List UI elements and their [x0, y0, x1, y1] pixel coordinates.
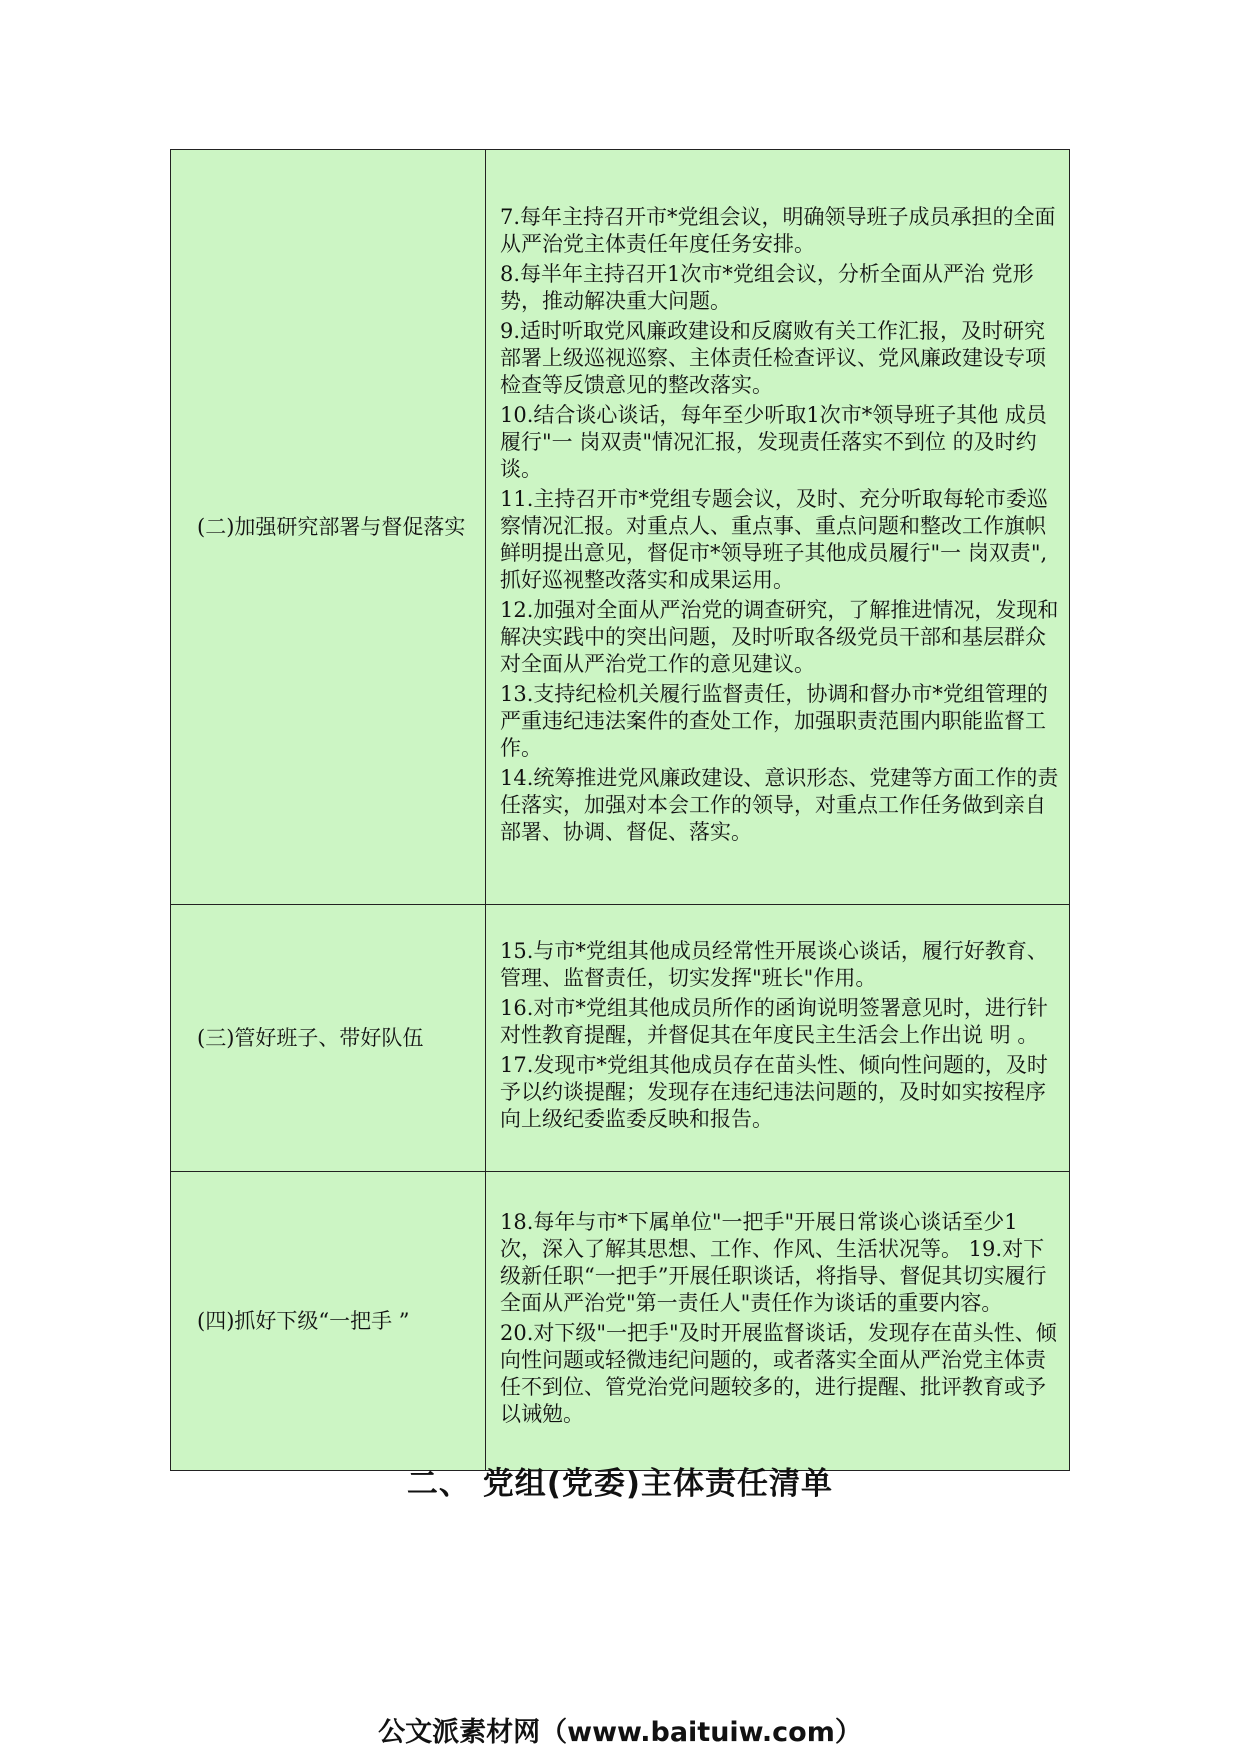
list-item: 10.结合谈心谈话，每年至少听取1次市*领导班子其他 成员履行"一 岗双责"情况汇报，发现责任落实不到位 的及时约谈。: [500, 402, 1047, 481]
items-cell: [486, 1172, 1070, 1471]
list-item: 16.对市*党组其他成员所作的函询说明签署意见时，进行针对性教育提醒，并督促其在年度民主生活会上作出说 明 。: [500, 996, 1048, 1047]
list-item: 13.支持纪检机关履行监督责任，协调和督办市*党组管理的严重违纪违法案件的查处工作，加强职责范围内职能监督工作。: [500, 681, 1048, 760]
category-cell: (三)管好班子、带好队伍: [171, 905, 486, 1172]
items-cell: [486, 150, 1070, 905]
responsibility-table: [170, 149, 1070, 1471]
list-item: 11.主持召开市*党组专题会议，及时、充分听取每轮市委巡察情况汇报。对重点人、重点事、重点问题和整改工作旗帜鲜明提出意见，督促市*领导班子其他成员履行"一 岗双责",抓好巡视整改落实和成果运用。: [500, 486, 1048, 592]
category-cell: (二)加强研究部署与督促落实: [171, 150, 486, 905]
list-item: 7.每年主持召开市*党组会议，明确领导班子成员承担的全面从严治党主体责任年度任务安排。: [500, 204, 1056, 256]
table-row: [171, 905, 1070, 1172]
items-cell: [486, 905, 1070, 1172]
table-row: [171, 1172, 1070, 1471]
list-item: 12.加强对全面从严治党的调查研究，了解推进情况，发现和解决实践中的突出问题，及时听取各级党员干部和基层群众对全面从严治党工作的意见建议。: [500, 597, 1059, 676]
table-row: [171, 150, 1070, 905]
section-heading: 二、 党组(党委)主体责任清单: [406, 1466, 834, 1502]
category-cell: (四)抓好下级“一把手 ”: [171, 1172, 486, 1471]
list-item: 17.发现市*党组其他成员存在苗头性、倾向性问题的，及时予以约谈提醒；发现存在违纪违法问题的，及时如实按程序向上级纪委监委反映和报告。: [500, 1053, 1048, 1131]
list-item: 18.每年与市*下属单位"一把手"开展日常谈心谈话至少1次，深入了解其思想、工作、作风、生活状况等。 19.对下级新任职“一把手”开展任职谈话，将指导、督促其切实履行全面从严治党"第一责任人"责任作为谈话的重要内容。: [500, 1210, 1047, 1315]
list-item: 14.统筹推进党风廉政建设、意识形态、党建等方面工作的责任落实，加强对本会工作的领导，对重点工作任务做到亲自部署、协调、督促、落实。: [500, 765, 1059, 844]
list-item: 8.每半年主持召开1次市*党组会议，分析全面从严治 党形势，推动解决重大问题。: [500, 261, 1034, 313]
list-item: 9.适时听取党风廉政建设和反腐败有关工作汇报，及时研究部署上级巡视巡察、主体责任检查评议、党风廉政建设专项检查等反馈意见的整改落实。: [500, 318, 1046, 397]
list-item: 15.与市*党组其他成员经常性开展谈心谈话，履行好教育、管理、监督责任，切实发挥"班长"作用。: [500, 939, 1048, 990]
list-item: 20.对下级"一把手"及时开展监督谈话，发现存在苗头性、倾向性问题或轻微违纪问题的，或者落实全面从严治党主体责任不到位、管党治党问题较多的，进行提醒、批评教育或予以诫勉。: [500, 1321, 1057, 1426]
footer-watermark-text: 公文派素材网（www.baituiw.com）: [378, 1717, 862, 1748]
